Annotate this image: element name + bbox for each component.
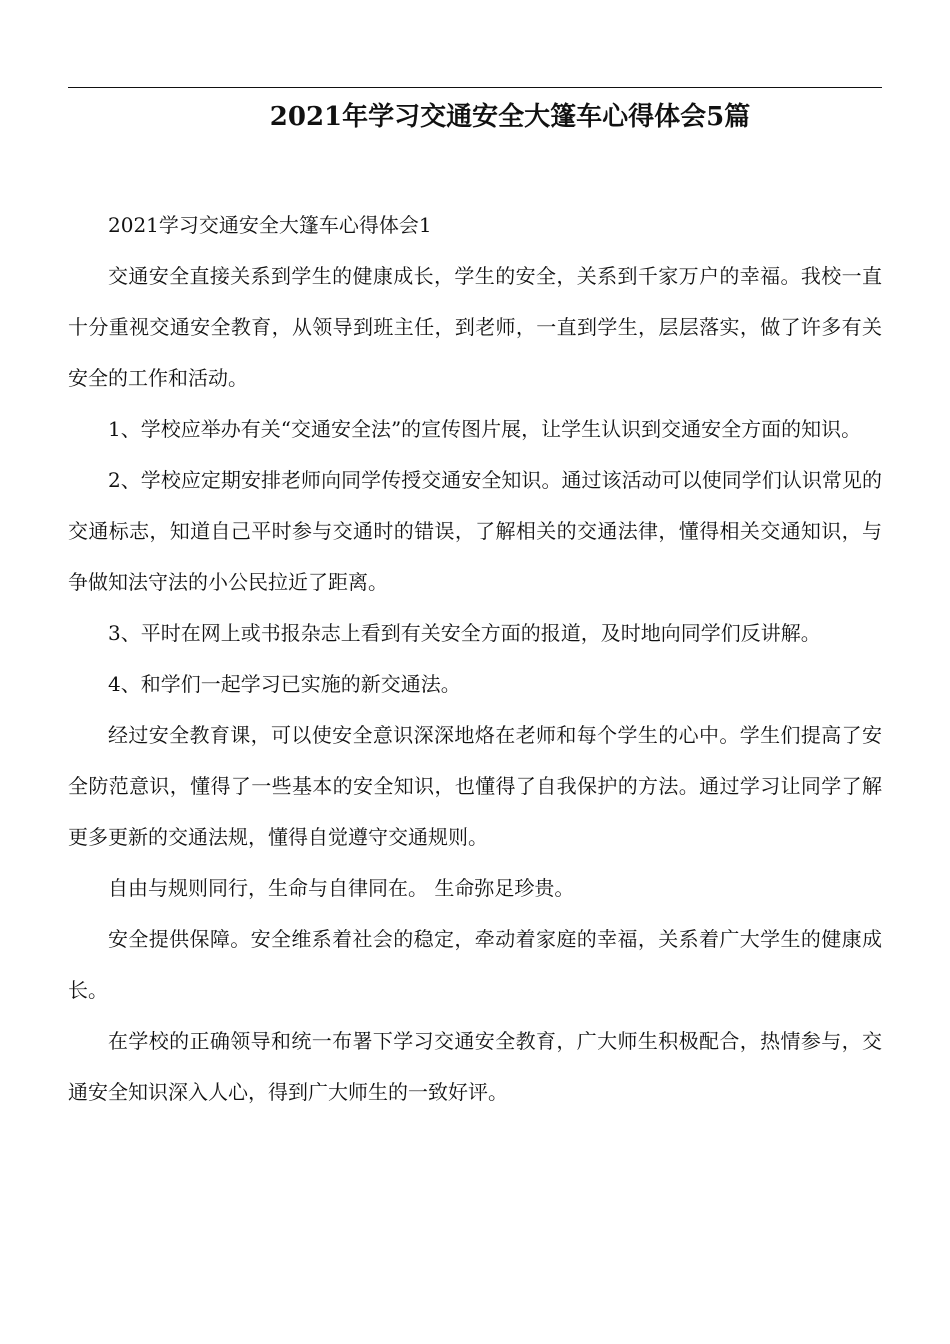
paragraph: 经过安全教育课，可以使安全意识深深地烙在老师和每个学生的心中。学生们提高了安全防范意识，懂得了一些基本的安全知识，也懂得了自我保护的方法。通过学习让同学了解更多更新的交通法规，懂得自觉遵守交通规则。 <box>68 723 882 849</box>
paragraph: 4、和学们一起学习已实施的新交通法。 <box>108 672 461 696</box>
paragraph: 安全提供保障。安全维系着社会的稳定，牵动着家庭的幸福，关系着广大学生的健康成长。 <box>68 927 882 1002</box>
paragraph: 在学校的正确领导和统一布署下学习交通安全教育，广大师生积极配合，热情参与，交通安全知识深入人心，得到广大师生的一致好评。 <box>68 1029 882 1104</box>
header-rule <box>68 87 882 88</box>
paragraph: 交通安全直接关系到学生的健康成长，学生的安全，关系到千家万户的幸福。我校一直十分重视交通安全教育，从领导到班主任，到老师，一直到学生，层层落实，做了许多有关安全的工作和活动。 <box>68 264 882 390</box>
paragraph: 3、平时在网上或书报杂志上看到有关安全方面的报道，及时地向同学们反讲解。 <box>108 621 821 645</box>
document-body <box>68 200 882 1118</box>
paragraph: 2、学校应定期安排老师向同学传授交通安全知识。通过该活动可以使同学们认识常见的交通标志，知道自己平时参与交通时的错误，了解相关的交通法律，懂得相关交通知识，与争做知法守法的小公民拉近了距离。 <box>68 468 882 594</box>
paragraph: 自由与规则同行，生命与自律同在。 生命弥足珍贵。 <box>108 876 575 900</box>
paragraph-subtitle: 2021学习交通安全大篷车心得体会1 <box>108 213 432 237</box>
paragraph: 1、学校应举办有关“交通安全法”的宣传图片展，让学生认识到交通安全方面的知识。 <box>108 417 862 441</box>
document-title: 2021年学习交通安全大篷车心得体会5篇 <box>269 102 751 132</box>
